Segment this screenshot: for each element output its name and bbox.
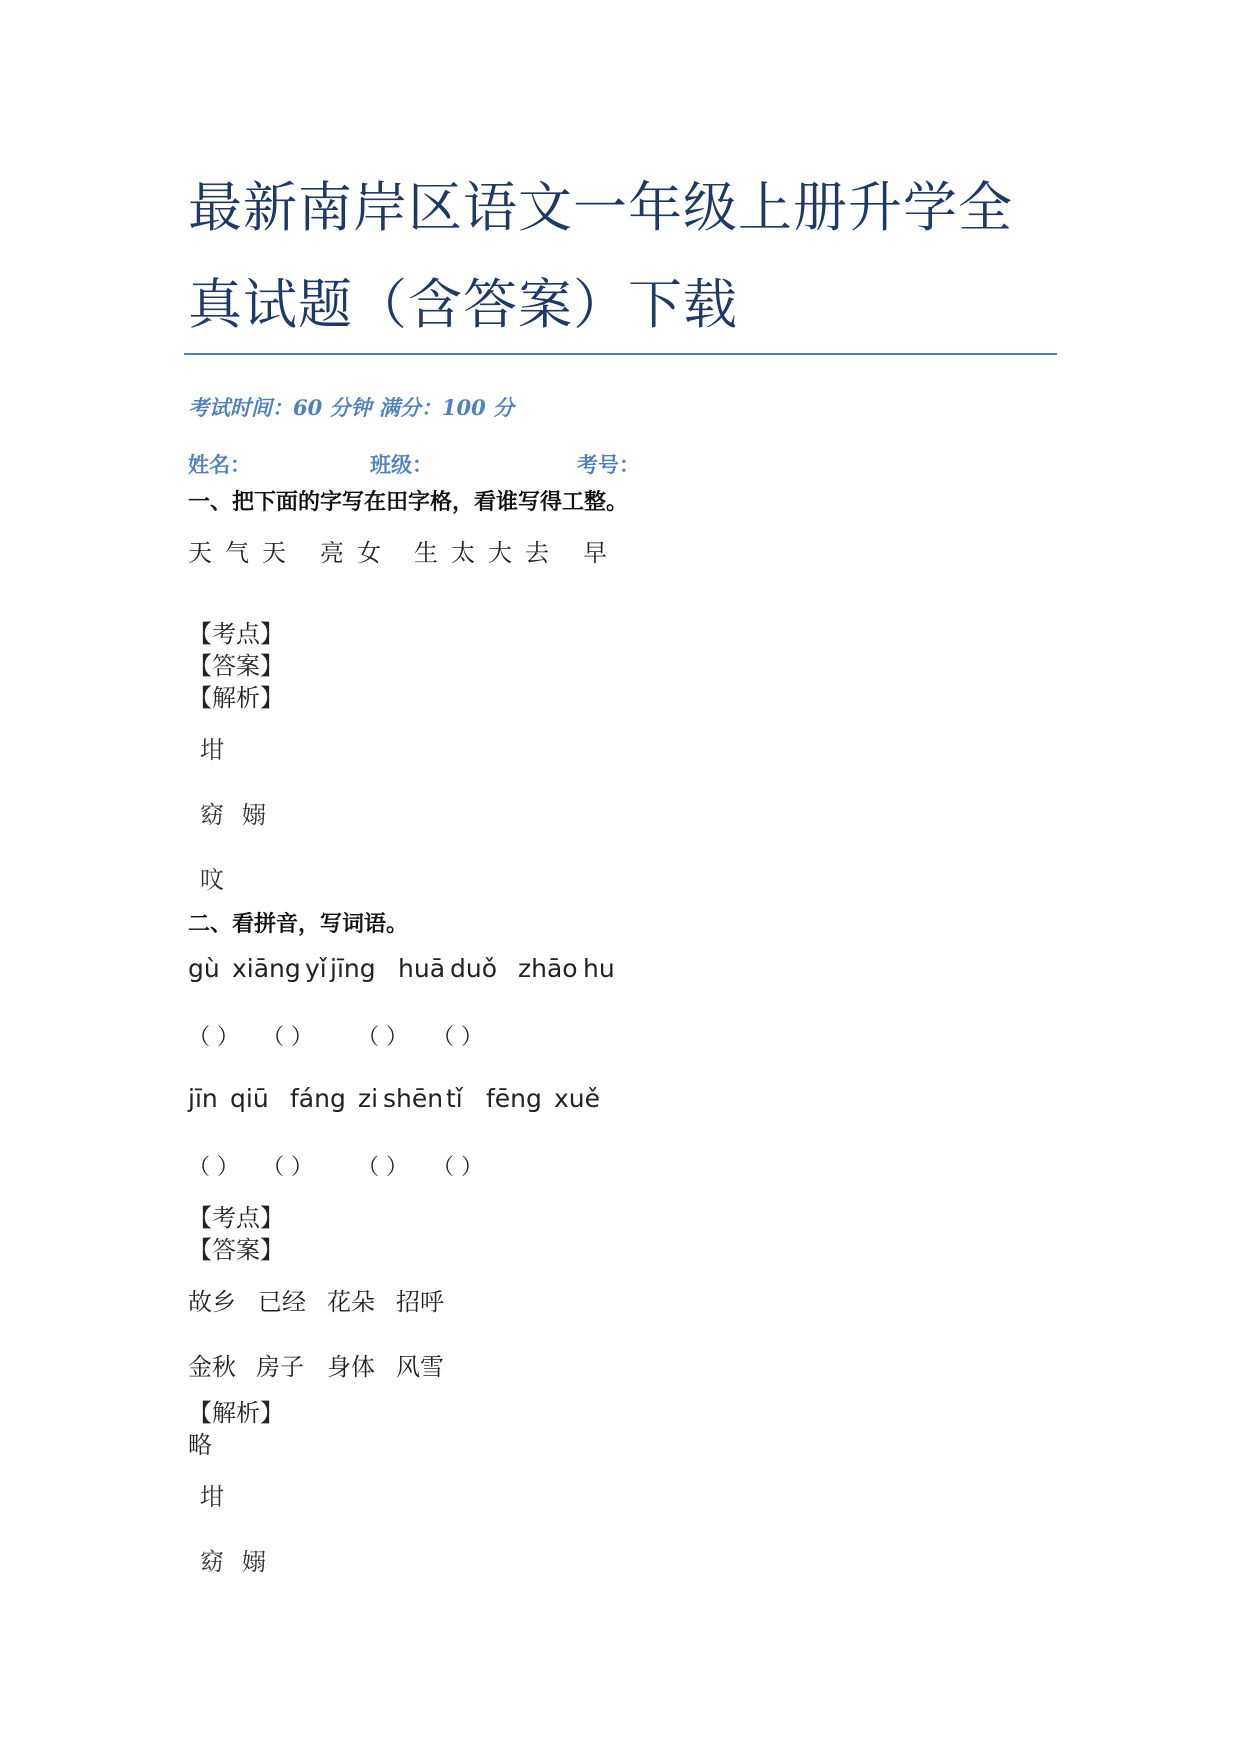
section1-tag-kaodian: 【考点】	[188, 620, 284, 648]
page-title-line2: 真试题（含答案）下载	[188, 273, 738, 336]
pinyin-item: zi	[358, 1084, 379, 1113]
section2-jiexi-text: 略	[188, 1431, 212, 1459]
answer-word: 风雪	[396, 1353, 444, 1381]
section1-tag-daan: 【答案】	[188, 652, 284, 680]
answer-word: 已经	[258, 1288, 306, 1316]
pinyin-item: yǐ	[305, 954, 327, 983]
section2-tag-jiexi: 【解析】	[188, 1399, 284, 1427]
char-item: 太	[451, 539, 475, 567]
pinyin-item: xiāng	[232, 954, 301, 983]
answer-word: 房子	[256, 1353, 304, 1381]
glyph-item: 坩	[200, 736, 224, 764]
char-item: 天	[262, 539, 286, 567]
answer-word: 招呼	[396, 1288, 444, 1316]
char-item: 亮	[320, 539, 344, 567]
exam-meta: 考试时间：60 分钟 满分：100 分	[188, 395, 514, 420]
exam-number-label: 考号：	[577, 452, 640, 477]
section1-tag-jiexi: 【解析】	[188, 684, 284, 712]
section2-tag-daan: 【答案】	[188, 1236, 284, 1264]
glyph-item: 坩	[200, 1483, 224, 1511]
section2-tag-kaodian: 【考点】	[188, 1204, 284, 1232]
pinyin-item: xuě	[554, 1084, 601, 1113]
char-item: 去	[525, 539, 549, 567]
answer-blank: （ ）	[262, 1025, 313, 1050]
pinyin-item: zhāo	[518, 954, 578, 983]
answer-blank: （ ）	[188, 1025, 239, 1050]
char-item: 女	[357, 539, 381, 567]
answer-blank: （ ）	[357, 1025, 408, 1050]
answer-blank: （ ）	[188, 1155, 239, 1180]
pinyin-item: jīng	[330, 954, 376, 983]
answer-blank: （ ）	[432, 1025, 483, 1050]
page-title-line1: 最新南岸区语文一年级上册升学全	[188, 176, 1013, 239]
answer-blank: （ ）	[357, 1155, 408, 1180]
pinyin-item: hu	[583, 954, 615, 983]
pinyin-item: duǒ	[450, 954, 498, 983]
pinyin-item: tǐ	[446, 1084, 463, 1113]
pinyin-item: qiū	[230, 1084, 269, 1113]
answer-blank: （ ）	[432, 1155, 483, 1180]
char-item: 早	[583, 539, 607, 567]
char-item: 大	[488, 539, 512, 567]
class-label: 班级：	[370, 452, 433, 477]
pinyin-item: shēn	[383, 1084, 444, 1113]
glyph-item: 嫋	[242, 801, 266, 829]
glyph-item: 嫋	[242, 1548, 266, 1576]
pinyin-item: jīn	[188, 1084, 218, 1113]
answer-word: 花朵	[327, 1288, 375, 1316]
answer-word: 金秋	[188, 1353, 236, 1381]
pinyin-item: fáng	[290, 1084, 346, 1113]
title-divider	[184, 353, 1057, 355]
section1-heading: 一、把下面的字写在田字格，看谁写得工整。	[188, 490, 629, 515]
pinyin-item: huā	[398, 954, 446, 983]
glyph-item: 窈	[200, 1548, 224, 1576]
name-label: 姓名：	[188, 452, 251, 477]
answer-blank: （ ）	[262, 1155, 313, 1180]
char-item: 生	[414, 539, 438, 567]
answer-word: 故乡	[188, 1288, 236, 1316]
pinyin-item: fēng	[486, 1084, 542, 1113]
char-item: 天	[188, 539, 212, 567]
glyph-item: 呅	[200, 866, 224, 894]
char-item: 气	[225, 539, 249, 567]
section2-heading: 二、看拼音，写词语。	[188, 912, 409, 937]
pinyin-item: gù	[188, 954, 220, 983]
glyph-item: 窈	[200, 801, 224, 829]
answer-word: 身体	[327, 1353, 375, 1381]
